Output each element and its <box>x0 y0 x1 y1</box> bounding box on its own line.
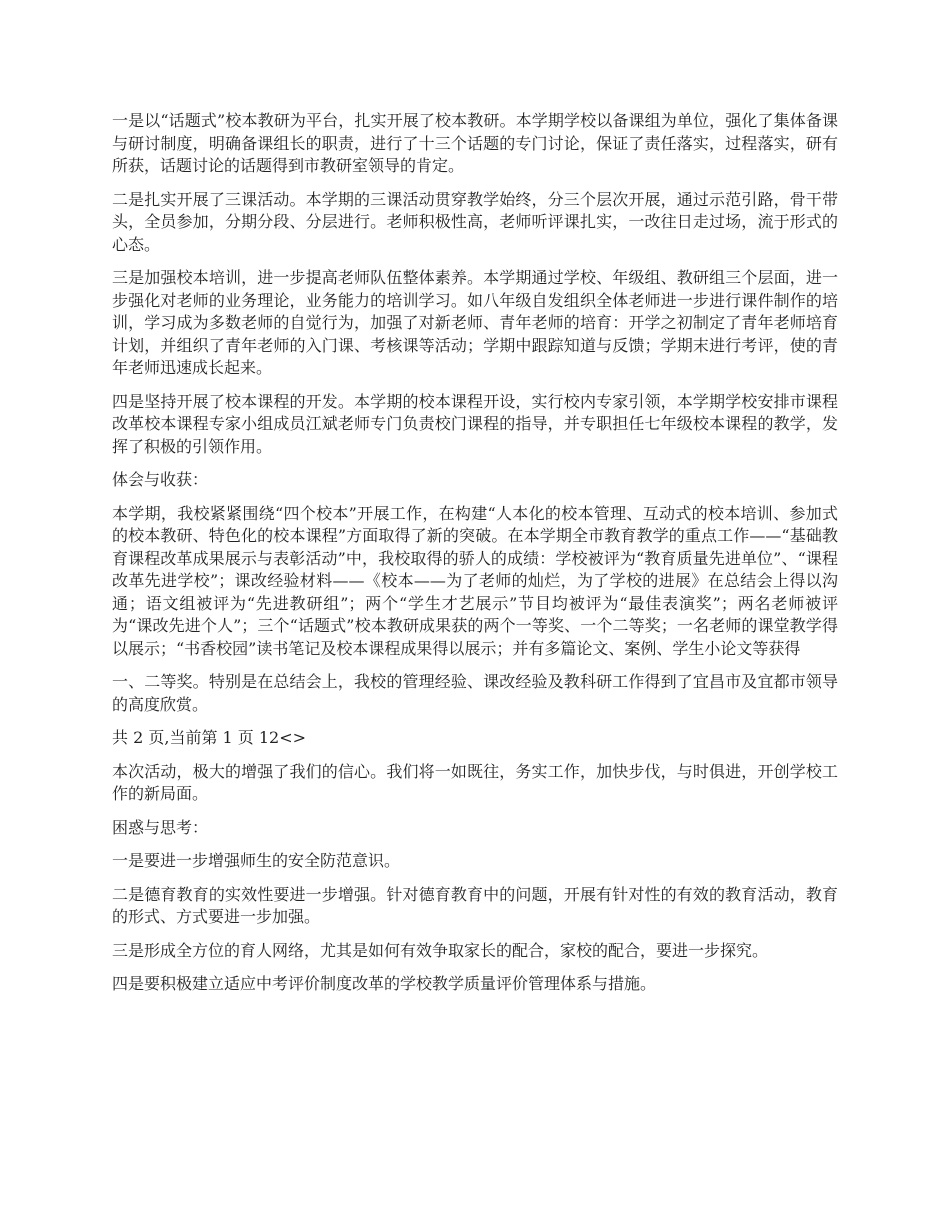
paragraph-school-research: 一是以“话题式”校本教研为平台，扎实开展了校本教研。本学期学校以备课组为单位，强化了集体备课与研讨制度，明确备课组长的职责，进行了十三个话题的专门讨论，保证了责任落实，过程落实，研有所获，话题讨论的话题得到市教研室领导的肯定。 <box>112 111 838 175</box>
page-indicator: 共 2 页,当前第 1 页 12<> <box>112 728 307 747</box>
document-body <box>112 110 838 1007</box>
paragraph-three-lessons: 二是扎实开展了三课活动。本学期的三课活动贯穿教学始终，分三个层次开展，通过示范引路，骨干带头，全员参加，分期分段、分层进行。老师积极性高，老师听评课扎实，一改往日走过场，流于形式的心态。 <box>112 189 838 254</box>
paragraph-confidence: 本次活动，极大的增强了我们的信心。我们将一如既往，务实工作，加快步伐，与时俱进，开创学校工作的新局面。 <box>112 761 838 803</box>
paragraph-safety: 一是要进一步增强师生的安全防范意识。 <box>112 851 401 870</box>
paragraph-awards: 一、二等奖。特别是在总结会上，我校的管理经验、课改经验及教科研工作得到了宜昌市及宜都市领导的高度欣赏。 <box>112 672 838 714</box>
paragraph-moral-education: 二是德育教育的实效性要进一步增强。针对德育教育中的问题，开展有针对性的有效的教育活动，教育的形式、方式要进一步加强。 <box>112 884 838 926</box>
paragraph-evaluation-system: 四是要积极建立适应中考评价制度改革的学校教学质量评价管理体系与措施。 <box>112 974 657 993</box>
paragraph-achievements: 本学期，我校紧紧围绕“四个校本”开展工作，在构建“人本化的校本管理、互动式的校本培训、参加式的校本教研、特色化的校本课程”方面取得了新的突破。在本学期全市教育教学的重点工作——“基础教育课程改革成果展示与表彰活动”中，我校取得的骄人的成绩：学校被评为“教育质量先进单位”、“课程改革先进学校”；课改经验材料——《校本——为了老师的灿烂，为了学校的进展》在总结会上得以沟通；语文组被评为“先进教研组”；两个“学生才艺展示”节目均被评为“最佳表演奖”；两名老师被评为“课改先进个人”；三个“话题式”校本教研成果获的两个一等奖、一个二等奖；一名老师的课堂教学得以展示；“书香校园”读书笔记及校本课程成果得以展示；并有多篇论文、案例、学生小论文等获得 <box>112 503 838 658</box>
section-heading-reflection: 困惑与思考： <box>112 817 209 837</box>
paragraph-teacher-training: 三是加强校本培训，进一步提高老师队伍整体素养。本学期通过学校、年级组、教研组三个层面，进一步强化对老师的业务理论，业务能力的培训学习。如八年级自发组织全体老师进一步进行课件制作的培训，学习成为多数老师的自觉行为，加强了对新老师、青年老师的培育：开学之初制定了青年老师培育计划，并组织了青年老师的入门课、考核课等活动；学期中跟踪知道与反馈；学期末进行考评，使的青年老师迅速成长起来。 <box>112 268 838 377</box>
section-heading-gains: 体会与收获： <box>112 470 209 489</box>
paragraph-education-network: 三是形成全方位的育人网络，尤其是如何有效争取家长的配合，家校的配合，要进一步探究。 <box>112 940 769 960</box>
paragraph-school-curriculum: 四是坚持开展了校本课程的开发。本学期的校本课程开设，实行校内专家引领，本学期学校安排市课程改革校本课程专家小组成员江斌老师专门负责校门课程的指导，并专职担任七年级校本课程的教学，发挥了积极的引领作用。 <box>112 391 838 456</box>
